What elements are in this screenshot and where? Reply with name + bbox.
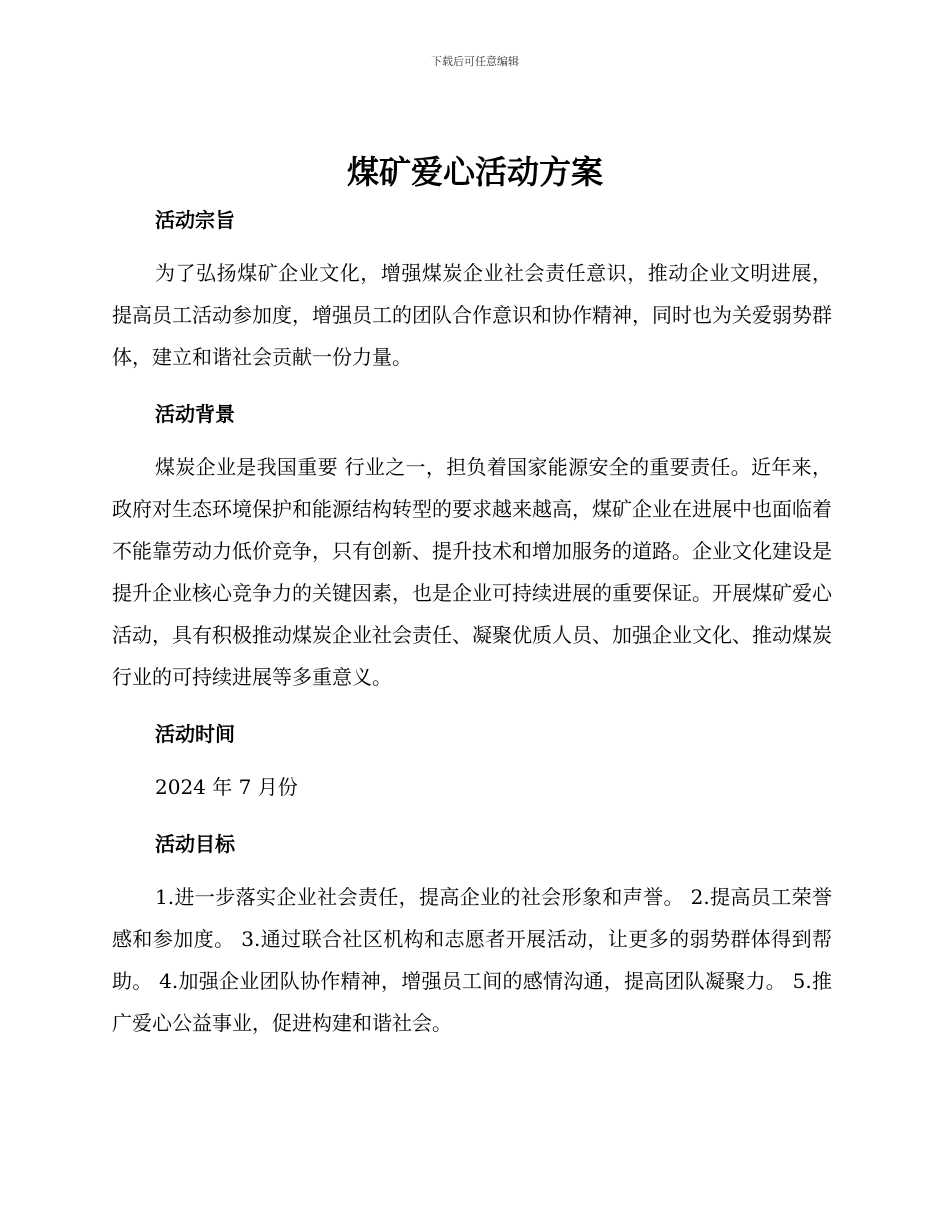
section-body-goals: 1.进一步落实企业社会责任，提高企业的社会形象和声誉。 2.提高员工荣誉感和参加度。 3.通过联合社区机构和志愿者开展活动，让更多的弱势群体得到帮助。 4.加强企业团队协作精神，增强员工间的感情沟通，提高团队凝聚力。 5.推广爱心公益事业，促进构建和谐社会。 [112,885,832,1035]
section-heading-time: 活动时间 [155,722,235,746]
section-body-background: 煤炭企业是我国重要 行业之一，担负着国家能源安全的重要责任。近年来，政府对生态环境保护和能源结构转型的要求越来越高，煤矿企业在进展中也面临着不能靠劳动力低价竞争，只有创新、提升技术和增加服务的道路。企业文化建设是提升企业核心竞争力的关键因素，也是企业可持续进展的重要保证。开展煤矿爱心活动，具有积极推动煤炭企业社会责任、凝聚优质人员、加强企业文化、推动煤炭行业的可持续进展等多重意义。 [112,455,832,689]
document-title: 煤矿爱心活动方案 [346,153,603,191]
section-body-purpose: 为了弘扬煤矿企业文化，增强煤炭企业社会责任意识，推动企业文明进展，提高员工活动参加度，增强员工的团队合作意识和协作精神，同时也为关爱弱势群体，建立和谐社会贡献一份力量。 [112,261,832,369]
section-purpose [112,200,832,394]
section-heading-goals: 活动目标 [155,832,235,856]
section-time [112,714,832,824]
section-heading-purpose: 活动宗旨 [155,208,235,232]
section-body-time: 2024 年 7 月份 [155,775,298,799]
page-header-note: 下载后可任意编辑 [431,55,519,68]
section-background [112,394,832,714]
section-goals [112,824,832,1044]
section-heading-background: 活动背景 [155,402,235,426]
document-body [112,200,832,1044]
